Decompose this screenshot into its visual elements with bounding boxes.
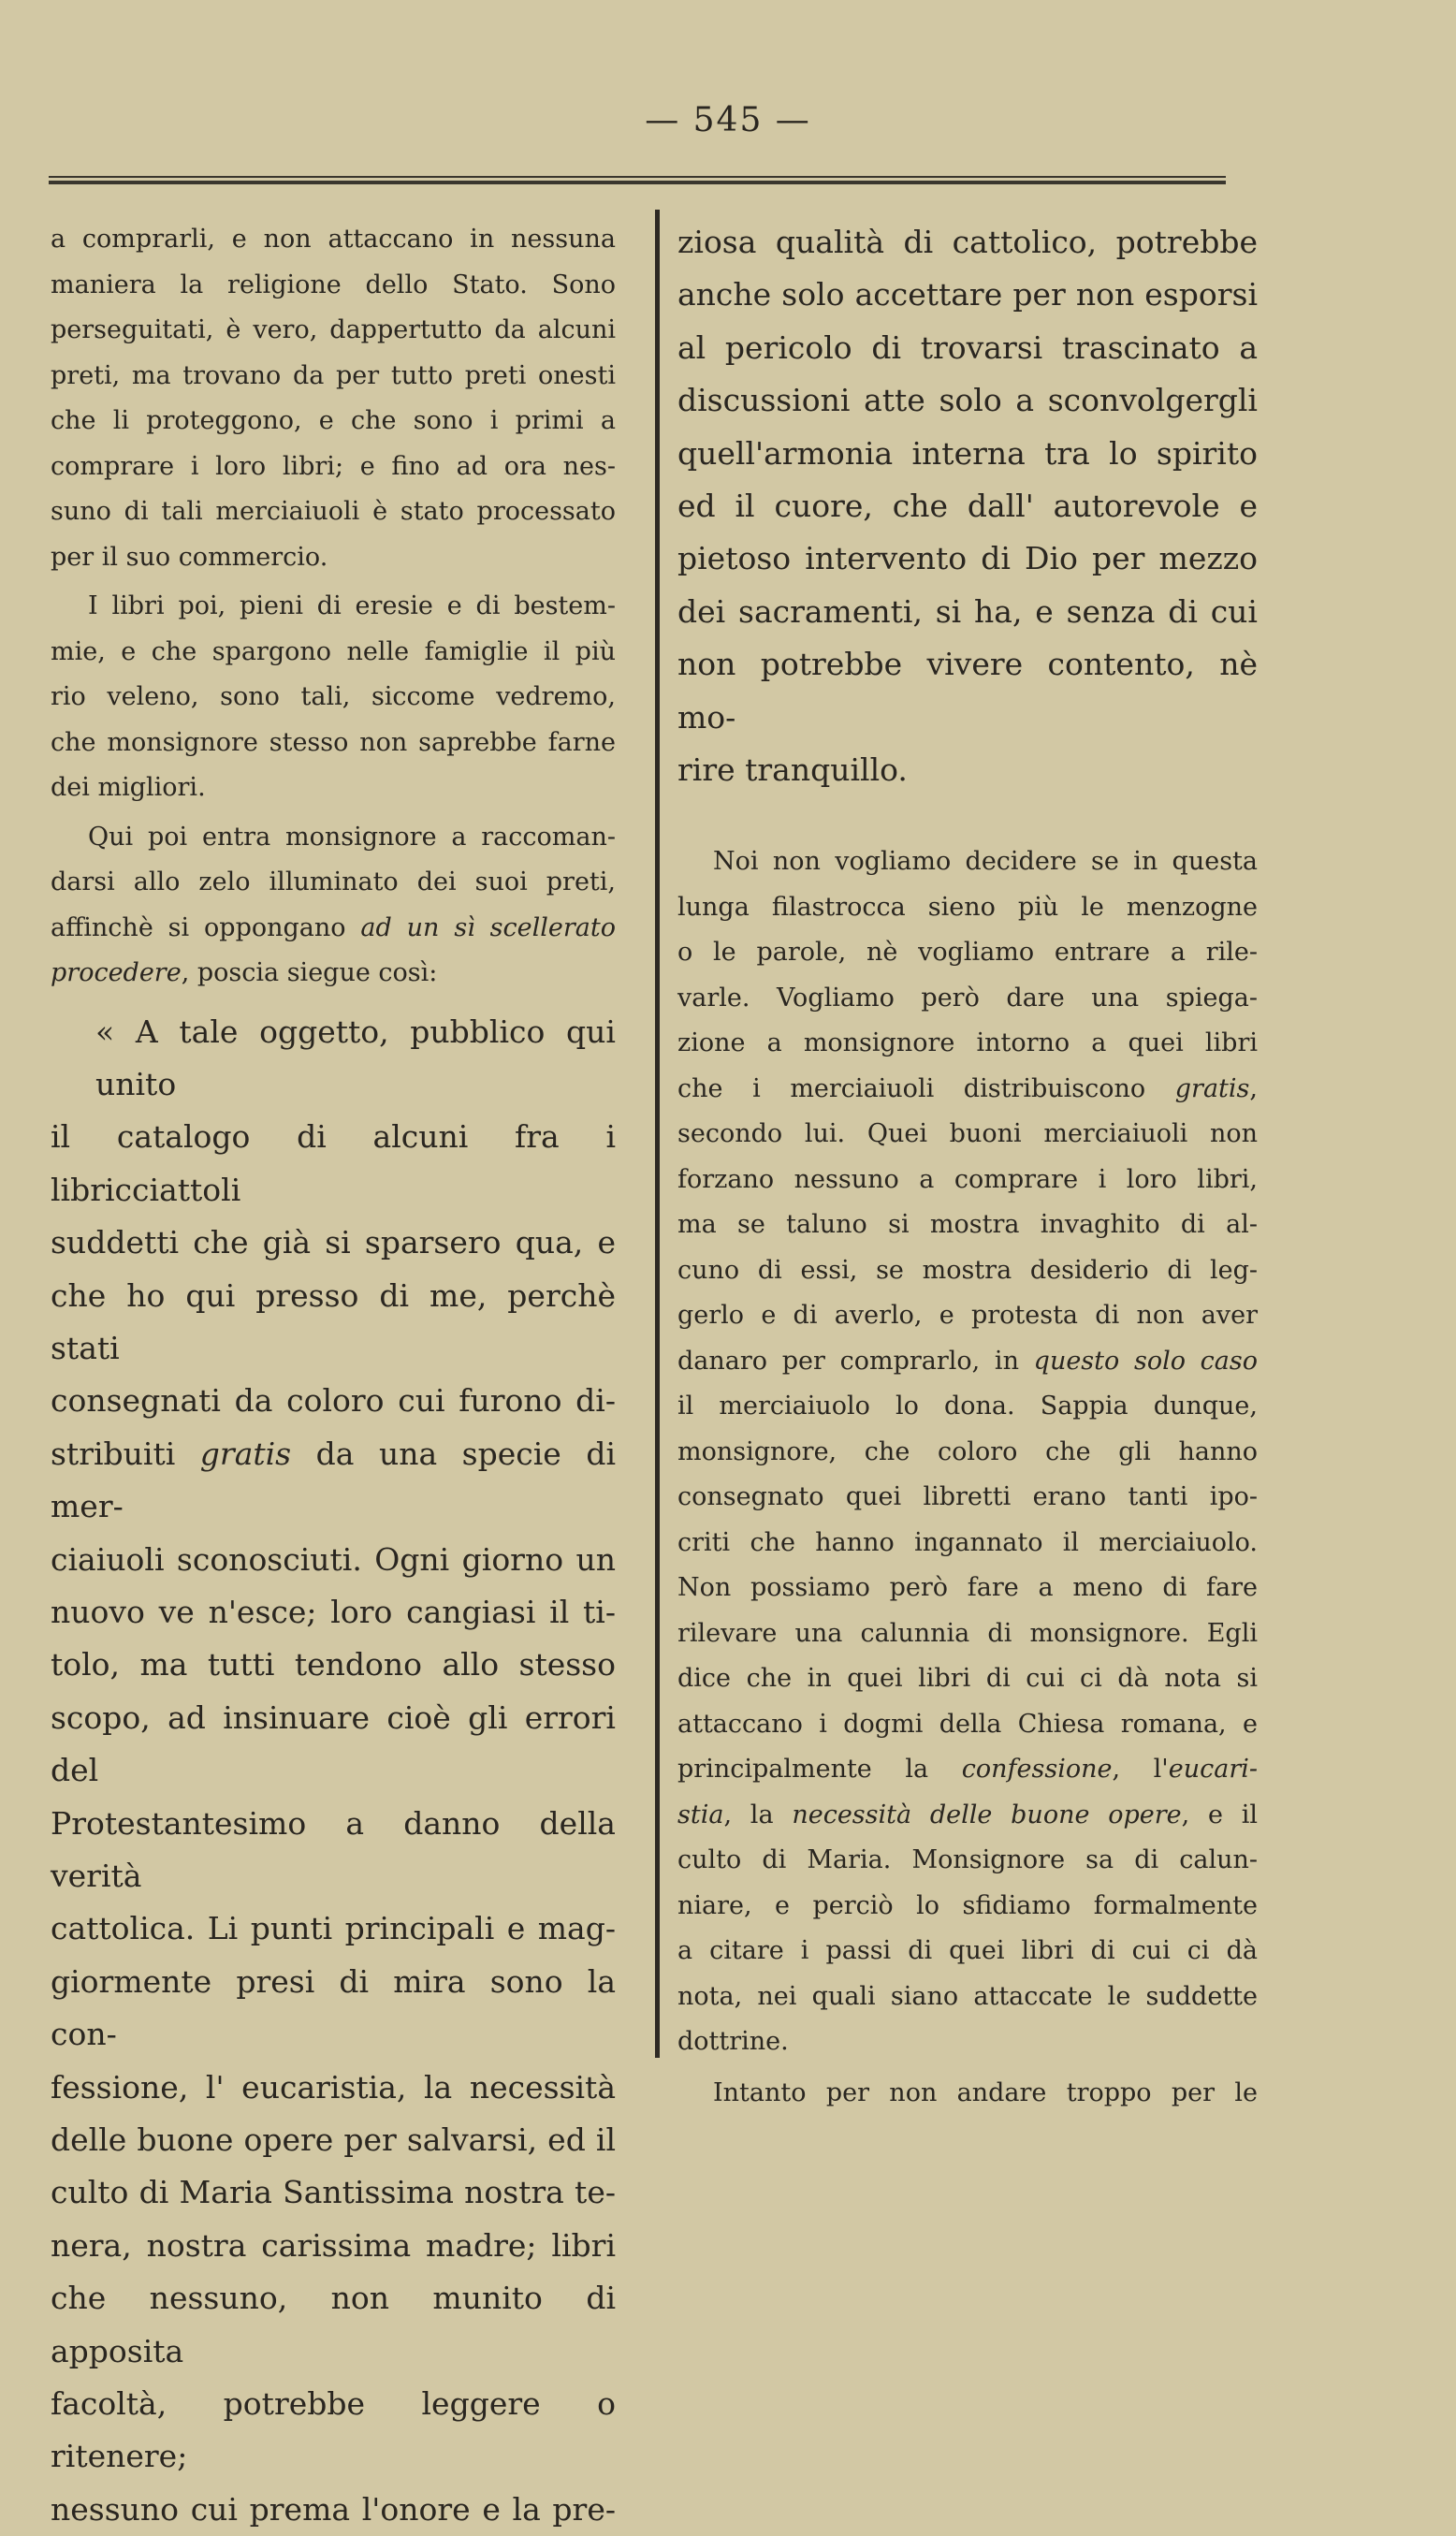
line: delle buone opere per salvarsi, ed il <box>51 2114 616 2166</box>
line: a citare i passi di quei libri di cui ci dà <box>677 1929 1258 1975</box>
italic-text: eucari- <box>1169 1755 1258 1784</box>
line: consegnati da coloro cui furono di- <box>51 1375 616 1427</box>
italic-text: necessità delle buone opere <box>792 1800 1181 1829</box>
line: ciaiuoli sconosciuti. Ogni giorno un <box>51 1534 616 1586</box>
line: culto di Maria Santissima nostra te- <box>51 2166 616 2219</box>
line: nota, nei quali siano attaccate le suddette <box>677 1975 1258 2020</box>
text: da una specie di mer- <box>51 1436 616 1524</box>
text: , l' <box>1112 1755 1168 1784</box>
right-quote-continuation <box>677 216 1258 796</box>
line: dei sacramenti, si ha, e senza di cui <box>677 586 1258 638</box>
line: scopo, ad insinuare cioè gli errori del <box>51 1692 616 1798</box>
line: che ho qui presso di me, perchè stati <box>51 1270 616 1376</box>
line: forzano nessuno a comprare i loro libri, <box>677 1158 1258 1203</box>
line: preti, ma trovano da per tutto preti onesti <box>51 354 616 400</box>
right-paragraph-2 <box>677 2071 1258 2117</box>
text: danaro per comprarlo, in <box>677 1347 1034 1376</box>
line <box>51 906 616 952</box>
line: attaccano i dogmi della Chiesa romana, e <box>677 1702 1258 1748</box>
line: dice che in quei libri di cui ci dà nota si <box>677 1656 1258 1702</box>
line: il catalogo di alcuni fra i libricciattoli <box>51 1111 616 1217</box>
line: rire tranquillo. <box>677 744 1258 796</box>
italic-text: confessione <box>962 1755 1113 1784</box>
line <box>51 1428 616 1534</box>
line: che monsignore stesso non saprebbe farne <box>51 721 616 766</box>
text: che i merciaiuoli distribuiscono <box>677 1074 1175 1103</box>
line: « A tale oggetto, pubblico qui unito <box>51 1006 616 1112</box>
line: suddetti che già si sparsero qua, e <box>51 1217 616 1269</box>
line: o le parole, nè vogliamo entrare a rile- <box>677 930 1258 976</box>
line: che nessuno, non munito di apposita <box>51 2272 616 2378</box>
line: Intanto per non andare troppo per le <box>677 2071 1258 2117</box>
line: a comprarli, e non attaccano in nessuna <box>51 217 616 263</box>
line: cattolica. Li punti principali e mag- <box>51 1902 616 1955</box>
left-column <box>51 217 616 2536</box>
line: niare, e perciò lo sfidiamo formalmente <box>677 1884 1258 1930</box>
line <box>677 1793 1258 1839</box>
line: consegnato quei libretti erano tanti ipo- <box>677 1475 1258 1521</box>
line: suno di tali merciaiuoli è stato processato <box>51 489 616 535</box>
text: , la <box>723 1800 792 1829</box>
line: nessuno cui prema l'onore e la pre- <box>51 2484 616 2536</box>
line <box>677 1067 1258 1113</box>
line: dei migliori. <box>51 765 616 811</box>
line: rio veleno, sono tali, siccome vedremo, <box>51 675 616 721</box>
left-paragraph-3 <box>51 815 616 997</box>
text: , <box>1249 1074 1258 1103</box>
line <box>51 951 616 997</box>
left-quote <box>51 1006 616 2536</box>
line: mie, e che spargono nelle famiglie il più <box>51 630 616 676</box>
line: anche solo accettare per non esporsi <box>677 269 1258 321</box>
line: criti che hanno ingannato il merciaiuolo. <box>677 1521 1258 1567</box>
text: , poscia siegue così: <box>182 958 438 987</box>
text: , e il <box>1182 1800 1258 1829</box>
line: rilevare una calunnia di monsignore. Egli <box>677 1611 1258 1657</box>
italic-text: stia <box>677 1800 723 1829</box>
line: ziosa qualità di cattolico, potrebbe <box>677 216 1258 269</box>
italic-text: procedere <box>51 958 182 987</box>
line: darsi allo zelo illuminato dei suoi preti, <box>51 860 616 906</box>
text: affinchè si oppongano <box>51 913 360 942</box>
line: quell'armonia interna tra lo spirito <box>677 428 1258 480</box>
line: zione a monsignore intorno a quei libri <box>677 1021 1258 1067</box>
line: facoltà, potrebbe leggere o ritenere; <box>51 2378 616 2484</box>
line: secondo lui. Quei buoni merciaiuoli non <box>677 1112 1258 1158</box>
line: ma se taluno si mostra invaghito di al- <box>677 1202 1258 1248</box>
line: Qui poi entra monsignore a raccoman- <box>51 815 616 861</box>
right-paragraph-1 <box>677 839 1258 2065</box>
line: tolo, ma tutti tendono allo stesso <box>51 1639 616 1691</box>
line: lunga filastrocca sieno più le menzogne <box>677 885 1258 931</box>
column-divider <box>655 210 660 2058</box>
left-paragraph-1 <box>51 217 616 580</box>
line: dottrine. <box>677 2019 1258 2065</box>
italic-text: ad un sì scellerato <box>360 913 616 942</box>
line: varle. Vogliamo però dare una spiega- <box>677 976 1258 1022</box>
italic-text: gratis <box>1175 1074 1250 1103</box>
text: stribuiti <box>51 1436 200 1472</box>
line: che li proteggono, e che sono i primi a <box>51 399 616 445</box>
italic-text: gratis <box>200 1436 291 1472</box>
line: cuno di essi, se mostra desiderio di leg- <box>677 1248 1258 1294</box>
line: culto di Maria. Monsignore sa di calun- <box>677 1838 1258 1884</box>
line: il merciaiuolo lo dona. Sappia dunque, <box>677 1384 1258 1430</box>
line: fessione, l' eucaristia, la necessità <box>51 2062 616 2114</box>
left-paragraph-2 <box>51 584 616 811</box>
line: gerlo e di averlo, e protesta di non aver <box>677 1293 1258 1339</box>
line: maniera la religione dello Stato. Sono <box>51 263 616 309</box>
line: ed il cuore, che dall' autorevole e <box>677 480 1258 532</box>
line <box>677 1339 1258 1385</box>
line: perseguitati, è vero, dappertutto da alcuni <box>51 308 616 354</box>
italic-text: questo solo caso <box>1034 1347 1258 1376</box>
line: nuovo ve n'esce; loro cangiasi il ti- <box>51 1586 616 1639</box>
line: Non possiamo però fare a meno di fare <box>677 1566 1258 1611</box>
text: principalmente la <box>677 1755 962 1784</box>
line: I libri poi, pieni di eresie e di bestem- <box>51 584 616 630</box>
line: Protestantesimo a danno della verità <box>51 1798 616 1903</box>
header-rule <box>49 176 1226 184</box>
line <box>677 1747 1258 1793</box>
line: nera, nostra carissima madre; libri <box>51 2220 616 2272</box>
line: comprare i loro libri; e fino ad ora nes- <box>51 445 616 490</box>
line: per il suo commercio. <box>51 535 616 581</box>
line: al pericolo di trovarsi trascinato a <box>677 322 1258 374</box>
line: monsignore, che coloro che gli hanno <box>677 1430 1258 1476</box>
line: Noi non vogliamo decidere se in questa <box>677 839 1258 885</box>
page-number: — 545 — <box>0 101 1456 139</box>
line: giormente presi di mira sono la con- <box>51 1956 616 2062</box>
line: pietoso intervento di Dio per mezzo <box>677 532 1258 585</box>
right-column <box>677 216 1258 2116</box>
line: non potrebbe vivere contento, nè mo- <box>677 638 1258 744</box>
line: discussioni atte solo a sconvolgergli <box>677 374 1258 427</box>
